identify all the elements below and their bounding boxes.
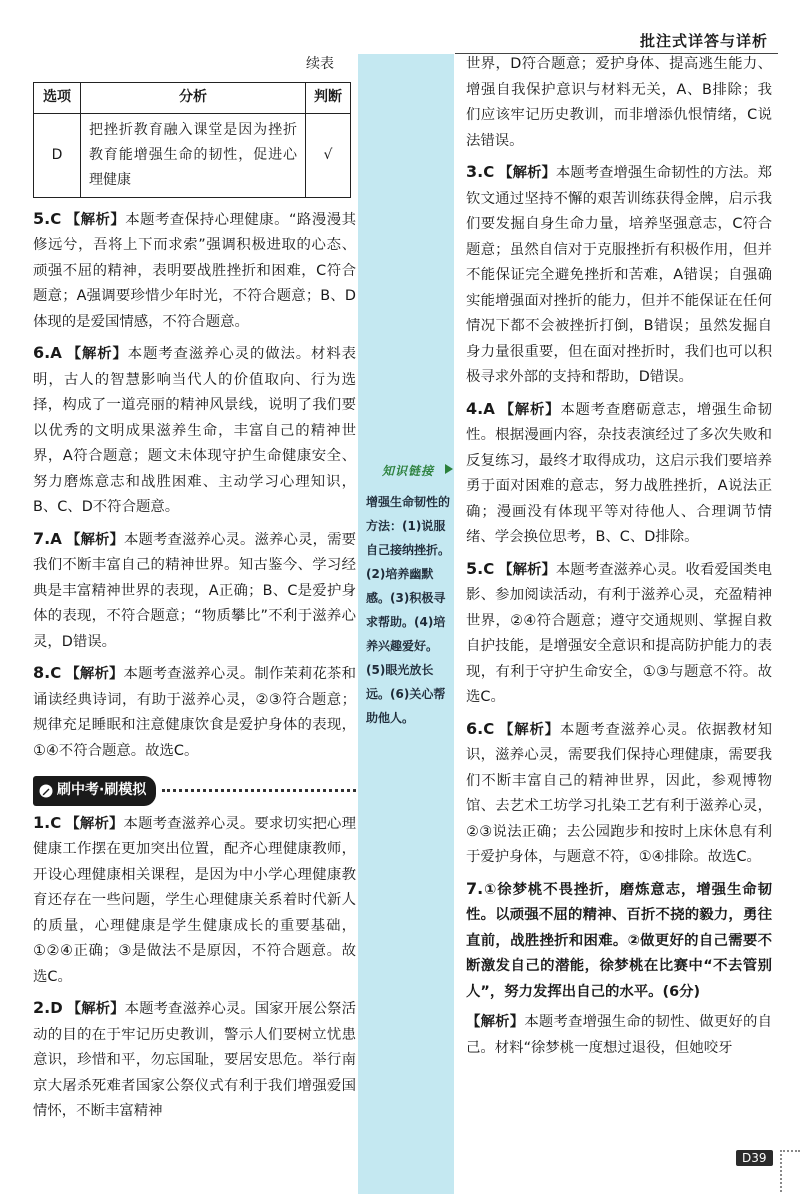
explanation-text: 本题考查滋养心灵。制作茉莉花茶和诵读经典诗词，有助于滋养心灵，②③符合题意；规律充足睡眠和注意健康饮食是爱护身体的表现，①④不符合题意。故选C。: [33, 666, 356, 759]
question-number: 2.: [33, 998, 51, 1017]
explanation-text: 本题考查增强生命韧性的方法。郑钦文通过坚持不懈的艰苦训练获得金牌，启示我们要发掘自身生命力量，培养坚强意志，C符合题意；虽然自信对于克服挫折有积极作用，但并不能保证完全避免挫折和苦难，A错误；自强确实能增强面对挫折的能力，但并不能保证在任何情况下都不会被挫折打倒，B错误；虽然发掘自身力量很重要，但在面对挫折时，我们也可以积极寻求外部的支持和帮助，D错误。: [466, 165, 772, 385]
explanation-text: 本题考查保持心理健康。“路漫漫其修远兮，吾将上下而求索”强调积极进取的心态、顽强不屈的精神，表明要战胜挫折和困难，C符合题意；A强调要珍惜少年时光，不符合题意；B、D体现的是爱国情感，不符合题意。: [33, 211, 356, 330]
continued-text: 世界，D符合题意；爱护身体、提高逃生能力、增强自我保护意识与材料无关，A、B排除；我们应该牢记历史教训，而非增添仇恨情绪，C说法错误。: [466, 56, 772, 149]
section-header: [33, 776, 356, 806]
table-header-row: [34, 82, 351, 113]
explanation-text: 本题考查滋养心灵。国家开展公祭活动的目的在于牢记历史教训，警示人们要树立忧患意识，珍惜和平，勿忘国耻，要居安思危。举行南京大屠杀死难者国家公祭仪式有利于我们增强爱国情怀，不断丰富精神: [33, 1001, 356, 1119]
answer-item: [33, 526, 356, 656]
table-cell-judgment: √: [306, 113, 351, 197]
answer-letter: D: [50, 999, 63, 1017]
question-number: 6.: [33, 343, 51, 362]
question-number: 8.: [33, 663, 51, 682]
answer-item: [466, 716, 772, 871]
explanation-label: 【解析】: [498, 561, 556, 578]
answer-letter: C: [483, 559, 495, 578]
answer-item: [33, 660, 356, 764]
answer-item: [33, 340, 356, 521]
answer-letter: C: [50, 813, 62, 832]
explanation-label: 【解析】: [65, 666, 124, 682]
explanation-label: 【解析】: [65, 815, 124, 832]
answer-letter: C: [483, 719, 495, 738]
explanation-text: 本题考查滋养心灵。要求切实把心理健康工作摆在更加突出位置，配齐心理健康教师，开设心理健康相关课程，是因为中小学心理健康教育还存在一些问题，学生心理健康关系着时代新人的质量，心理健康是学生健康成长的重要基础，①②④正确；③是做法不是原因，不符合题意。故选C。: [33, 815, 356, 985]
answer-item: [466, 396, 772, 551]
question-number: 4.: [466, 398, 484, 418]
table-header-option: 选项: [34, 82, 81, 113]
explanation-text: 本题考查滋养心灵。滋养心灵，需要我们不断丰富自己的精神世界。知古鉴今、学习经典是丰富精神世界的表现，A正确；B、C是爱护身体的表现，不符合题意；“物质攀比”不利于滋养心灵，D错误。: [33, 531, 356, 650]
answer-item: [33, 995, 356, 1125]
question-number: 1.: [33, 812, 51, 832]
question-number: 7.: [466, 878, 484, 898]
section-divider: [162, 789, 356, 792]
model-answer: ①徐梦桃不畏挫折，磨炼意志，增强生命韧性。以顽强不屈的精神、百折不挠的毅力，勇往直前，战胜挫折和困难。②做更好的自己需要不断激发自己的潜能，徐梦桃在比赛中“不去管别人”，努力发挥出自己的水平。: [466, 881, 772, 1000]
question-number: 5.: [466, 558, 484, 578]
explanation-label: 【解析】: [65, 346, 128, 362]
explanation-text: 本题考查增强生命的韧性、做更好的自己。材料“徐梦桃一度想过退役，但她咬牙: [466, 1014, 772, 1056]
explanation-label: 【解析】: [498, 165, 556, 181]
table-header-judgment: 判断: [306, 82, 351, 113]
answer-item: [466, 556, 772, 711]
answer-letter: A: [50, 344, 62, 362]
answer-item-q7: [466, 876, 772, 1006]
explanation-label: 【解析】: [65, 531, 124, 548]
answer-item: [33, 206, 356, 336]
score: (6分): [662, 983, 701, 1000]
arrow-left-icon: [445, 464, 453, 474]
answer-item: [466, 1010, 772, 1061]
explanation-text: 本题考查滋养心灵。依据教材知识，滋养心灵，需要我们保持心理健康，需要我们不断丰富自己的精神世界，因此，参观博物馆、去艺术工坊学习扎染工艺有利于滋养心灵，②③说法正确；去公园跑步和按时上床休息有利于爱护身体，与题意不符，①④排除。故选C。: [466, 721, 772, 865]
answer-letter: A: [50, 529, 62, 548]
question-number: 5.: [33, 208, 51, 228]
corner-decoration: [780, 1150, 800, 1192]
question-number: 3.: [466, 162, 484, 181]
pencil-icon: [39, 784, 53, 798]
answer-letter: C: [483, 163, 495, 181]
table-cell-analysis: 把挫折教育融入课堂是因为挫折教育能增强生命的韧性，促进心理健康: [81, 113, 306, 197]
explanation-text: 本题考查磨砺意志，增强生命韧性。根据漫画内容，杂技表演经过了多次失败和反复练习，最终才取得成功，这启示我们要培养勇于面对困难的意志，努力战胜挫折，A说法正确；漫画没有体现平等对待他人、合理调节情绪、学会换位思考，B、C、D排除。: [466, 401, 772, 545]
section-title-box: [33, 776, 156, 806]
knowledge-link-text: 增强生命韧性的方法：(1)说服自己接纳挫折。(2)培养幽默感。(3)积极寻求帮助。(4)培养兴趣爱好。(5)眼光放长远。(6)关心帮助他人。: [366, 495, 451, 725]
explanation-text: 本题考查滋养心灵的做法。材料表明，古人的智慧影响当代人的价值取向、行为选择，构成了一道亮丽的精神风景线，说明了我们要以优秀的文明成果滋养生命，丰富自己的精神世界，A符合题意；题文未体现守护生命健康安全、努力磨炼意志和战胜困难、主动学习心理知识，B、C、D不符合题意。: [33, 346, 356, 515]
answer-item: [466, 159, 772, 391]
question-number: 7.: [33, 528, 51, 548]
explanation-label: 【解析】: [498, 721, 560, 738]
table-row: [34, 113, 351, 197]
answer-letter: C: [50, 209, 62, 228]
explanation-label: 【解析】: [65, 211, 126, 228]
table-caption: 续表: [306, 56, 334, 72]
explanation-label: 【解析】: [498, 401, 561, 418]
answer-letter: C: [50, 664, 62, 682]
section-title: 刷中考·刷模拟: [57, 782, 147, 798]
page-header-title: 批注式详答与详析: [639, 32, 768, 50]
answer-letter: A: [483, 399, 495, 418]
right-column: [466, 52, 772, 1066]
knowledge-link-title: 知识链接: [382, 464, 435, 478]
explanation-label: 【解析】: [466, 1014, 525, 1030]
page-number: D39: [736, 1150, 773, 1166]
question-number: 6.: [466, 718, 484, 738]
table-header-analysis: 分析: [81, 82, 306, 113]
explanation-label: 【解析】: [66, 1001, 125, 1017]
explanation-text: 本题考查滋养心灵。收看爱国类电影、参加阅读活动，有利于滋养心灵，充盈精神世界，②④符合题意；遵守交通规则、掌握自救自护技能，是增强安全意识和提高防护能力的表现，有利于守护生命安全，①③与题意不符。故选C。: [466, 561, 772, 705]
table-cell-option: D: [34, 113, 81, 197]
left-column: [33, 52, 356, 1130]
answer-item: [33, 810, 356, 991]
analysis-table: [33, 82, 351, 198]
